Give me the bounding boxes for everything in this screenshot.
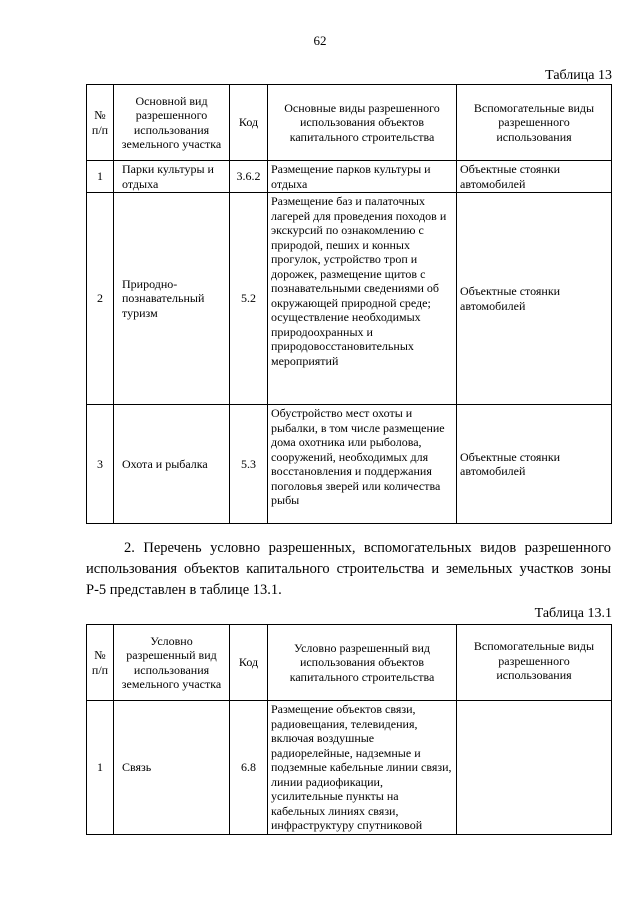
table-row	[87, 161, 612, 193]
table-row	[87, 701, 612, 835]
table-header-row	[87, 85, 612, 161]
row-aux: Объектные стоянки автомобилей	[457, 405, 612, 524]
header-main-type: Основной вид разрешенного использования земельного участка	[114, 85, 230, 161]
row-code: 5.2	[230, 193, 268, 405]
row-name: Охота и рыбалка	[114, 405, 230, 524]
header-aux-type: Вспомогательные виды разрешенного использования	[457, 625, 612, 701]
table-13-caption: Таблица 13	[545, 68, 612, 83]
header-oks-type: Условно разрешенный вид использования объектов капитального строительства	[268, 625, 457, 701]
row-description: Размещение объектов связи, радиовещания, телевидения, включая воздушные радиорелейные, надземные и подземные кабельные линии связи, линии радиофикации, усилительные пункты на кабельных линиях связи, инфраструктуру спутниковой	[268, 701, 457, 835]
header-conditional-type: Условно разрешенный вид использования земельного участка	[114, 625, 230, 701]
header-num: № п/п	[87, 85, 114, 161]
row-aux: Объектные стоянки автомобилей	[457, 161, 612, 193]
header-oks-type: Основные виды разрешенного использования объектов капитального строительства	[268, 85, 457, 161]
table-13	[86, 84, 612, 524]
row-num: 1	[87, 701, 114, 835]
table-13-1-caption: Таблица 13.1	[534, 606, 612, 621]
table-row	[87, 193, 612, 405]
row-name: Парки культуры и отдыха	[114, 161, 230, 193]
table-row	[87, 405, 612, 524]
row-num: 2	[87, 193, 114, 405]
row-num: 1	[87, 161, 114, 193]
row-num: 3	[87, 405, 114, 524]
row-aux	[457, 701, 612, 835]
header-num: № п/п	[87, 625, 114, 701]
table-header-row	[87, 625, 612, 701]
row-code: 5.3	[230, 405, 268, 524]
body-paragraph: 2. Перечень условно разрешенных, вспомогательных видов разрешенного использования объектов капитального строительства и земельных участков зоны Р-5 представлен в таблице 13.1.	[86, 540, 611, 598]
row-code: 3.6.2	[230, 161, 268, 193]
header-code: Код	[230, 85, 268, 161]
row-description: Размещение парков культуры и отдыха	[268, 161, 457, 193]
row-name: Связь	[114, 701, 230, 835]
table-13-1	[86, 624, 612, 835]
page-number: 62	[313, 33, 327, 48]
row-description: Обустройство мест охоты и рыбалки, в том числе размещение дома охотника или рыболова, сооружений, необходимых для восстановления и поддержания поголовья зверей или количества рыбы	[268, 405, 457, 524]
row-code: 6.8	[230, 701, 268, 835]
row-description: Размещение баз и палаточных лагерей для проведения походов и экскурсий по ознакомлению с природой, пеших и конных прогулок, устройство троп и дорожек, размещение щитов с познавательными сведениями об окружающей природной среде; осуществление необходимых природоохранных и природовосстановительных мероприятий	[268, 193, 457, 405]
row-aux: Объектные стоянки автомобилей	[457, 193, 612, 405]
row-name: Природно-познавательный туризм	[114, 193, 230, 405]
header-aux-type: Вспомогательные виды разрешенного использования	[457, 85, 612, 161]
header-code: Код	[230, 625, 268, 701]
